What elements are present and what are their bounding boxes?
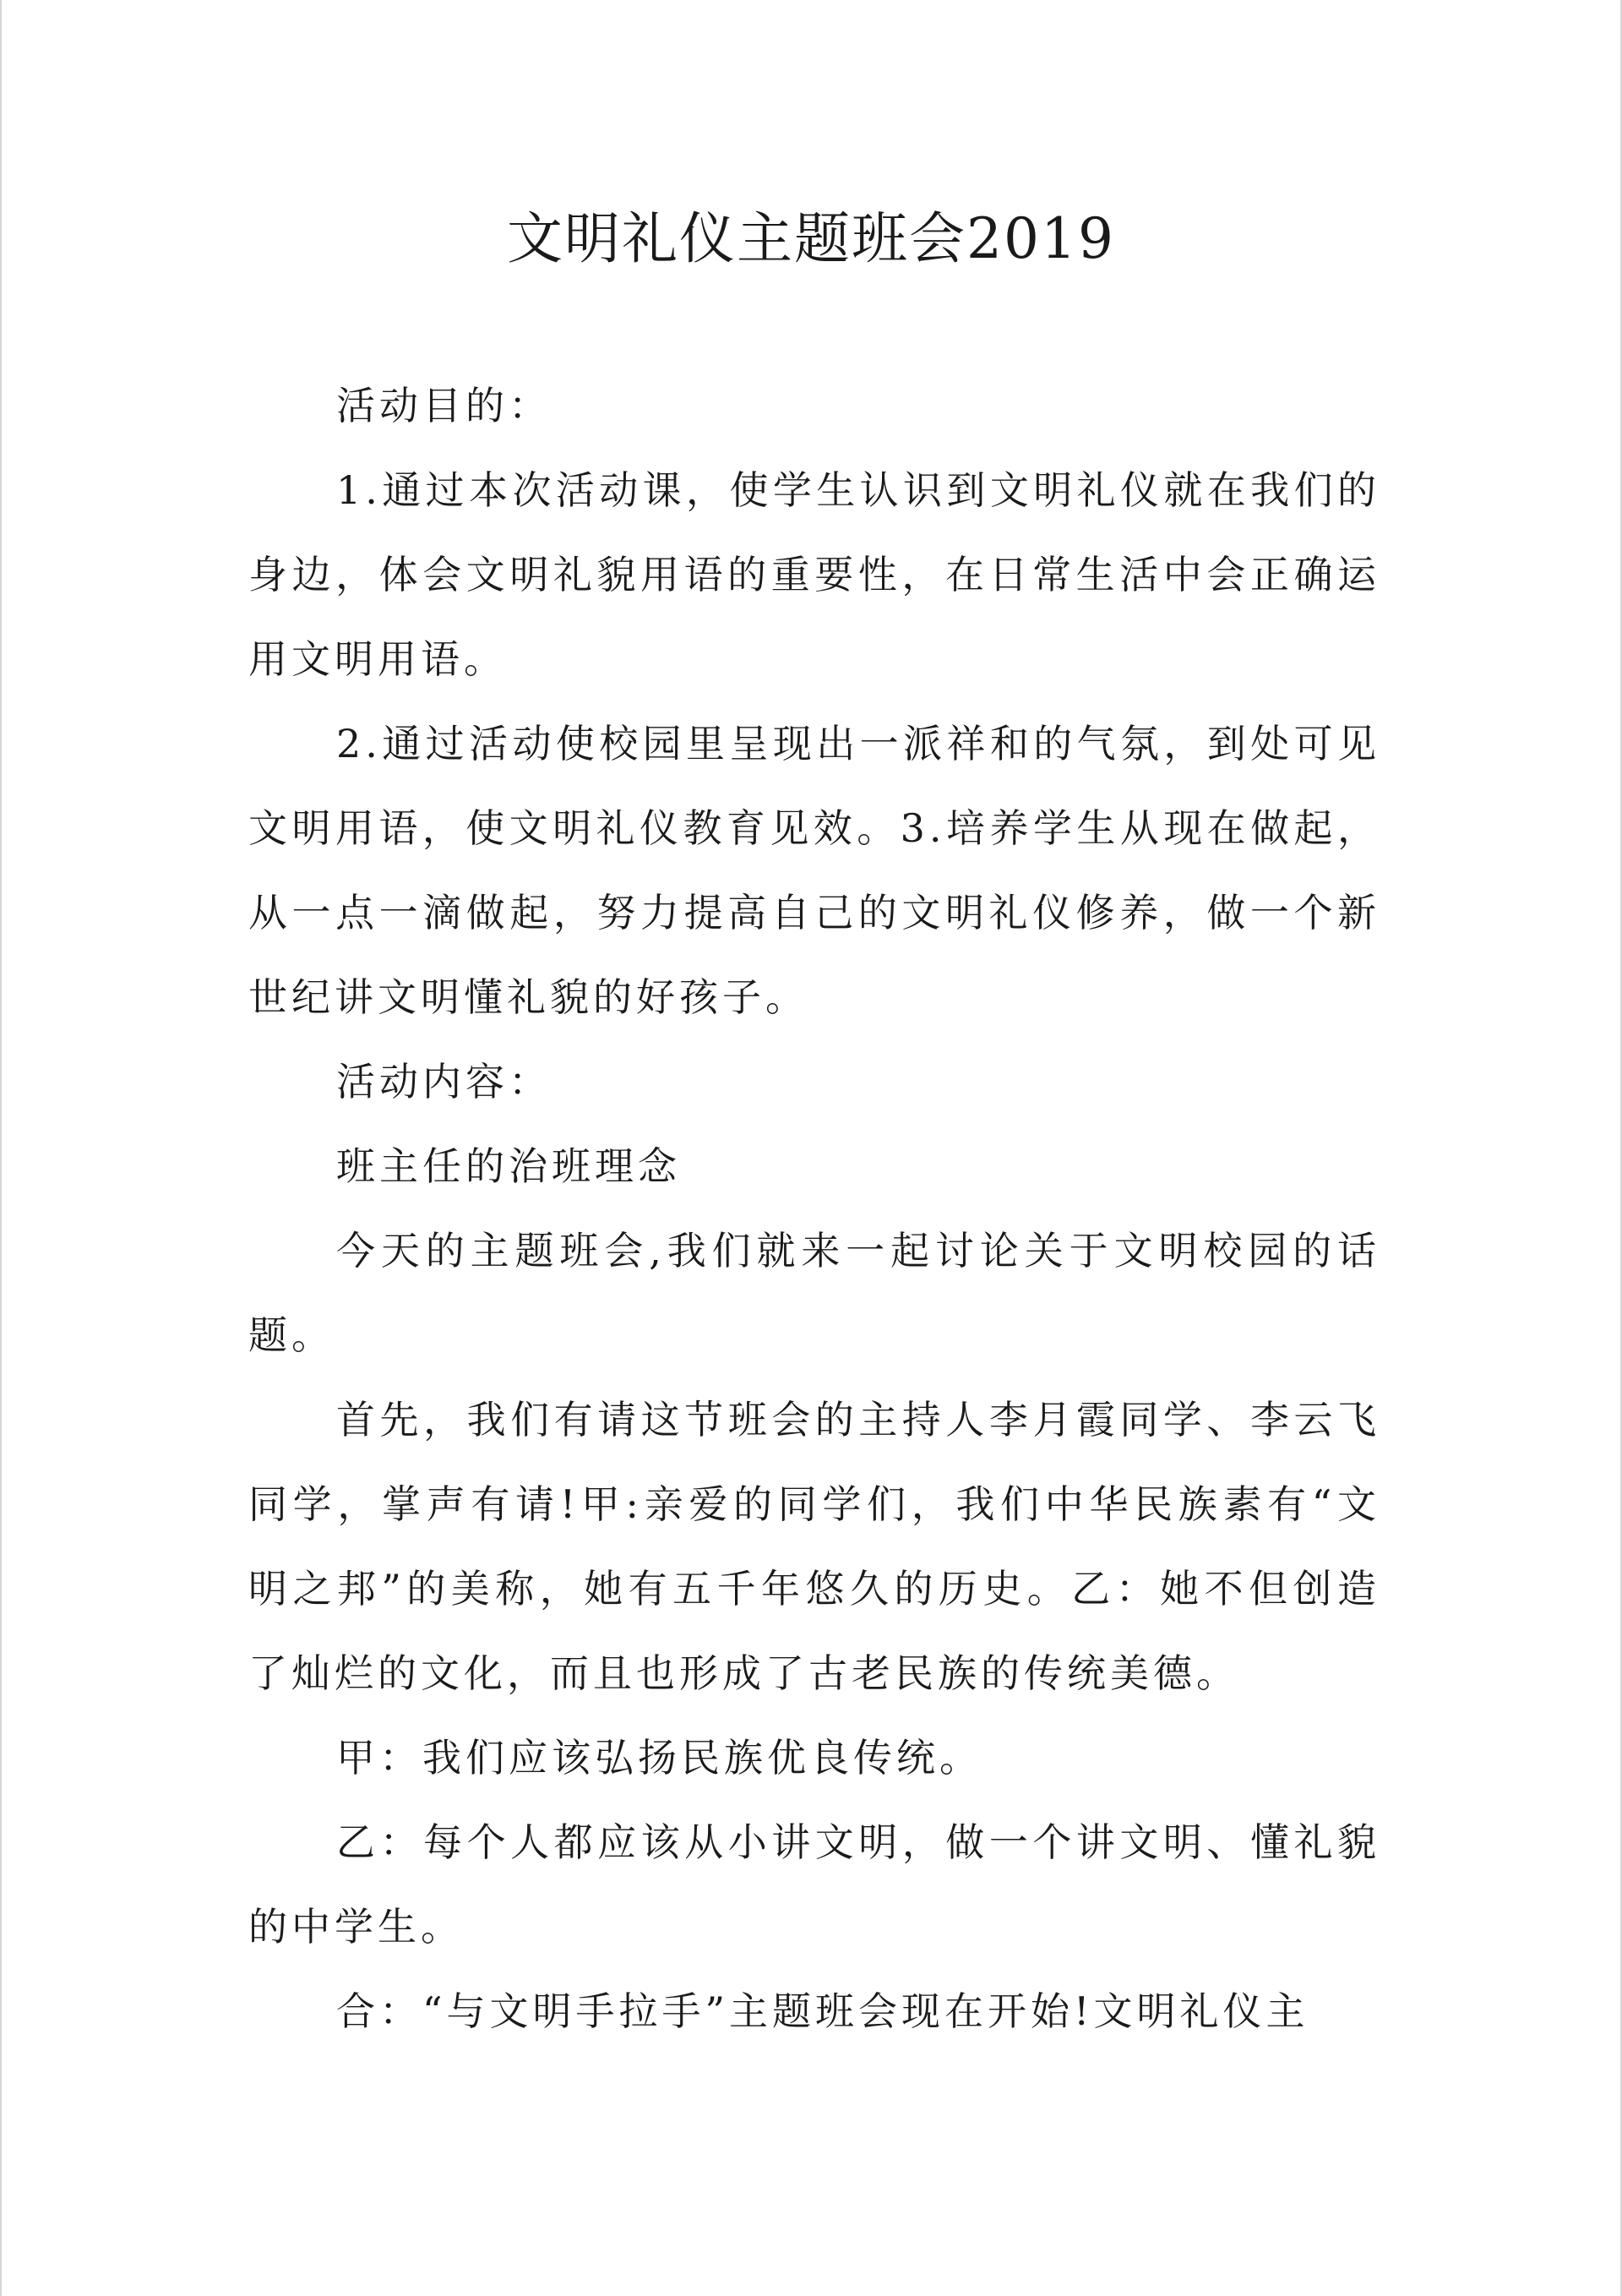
- document-title: 文明礼仪主题班会2019: [507, 206, 1115, 271]
- paragraph-yi: 乙：每个人都应该从小讲文明，做一个讲文明、懂礼貌的中学生。: [248, 1819, 1380, 1950]
- paragraph-purpose-2-3: 2.通过活动使校园里呈现出一派祥和的气氛，到处可见文明用语，使文明礼仪教育见效。3.培养学生从现在做起，从一点一滴做起，努力提高自己的文明礼仪修养，做一个新世纪讲文明懂礼貌的好孩子。: [248, 721, 1380, 1020]
- paragraph-purpose-1: 1.通过本次活动课，使学生认识到文明礼仪就在我们的身边，体会文明礼貌用语的重要性，在日常生活中会正确运用文明用语。: [248, 467, 1380, 682]
- paragraph-hosts: 首先，我们有请这节班会的主持人李月霞同学、李云飞同学，掌声有请!甲:亲爱的同学们，我们中华民族素有“文明之邦”的美称，她有五千年悠久的历史。乙：她不但创造了灿烂的文化，而且也形成了古老民族的传统美德。: [248, 1397, 1380, 1696]
- paragraph-together: 合：“与文明手拉手”主题班会现在开始!文明礼仪主: [336, 1988, 1309, 2034]
- paragraph-purpose-heading: 活动目的：: [336, 383, 552, 428]
- document-body: [248, 363, 1380, 2053]
- paragraph-teacher-idea: 班主任的治班理念: [336, 1143, 681, 1189]
- paragraph-jia: 甲：我们应该弘扬民族优良传统。: [336, 1735, 982, 1781]
- paragraph-intro: 今天的主题班会,我们就来一起讨论关于文明校园的话题。: [248, 1228, 1380, 1358]
- paragraph-content-heading: 活动内容：: [336, 1059, 552, 1104]
